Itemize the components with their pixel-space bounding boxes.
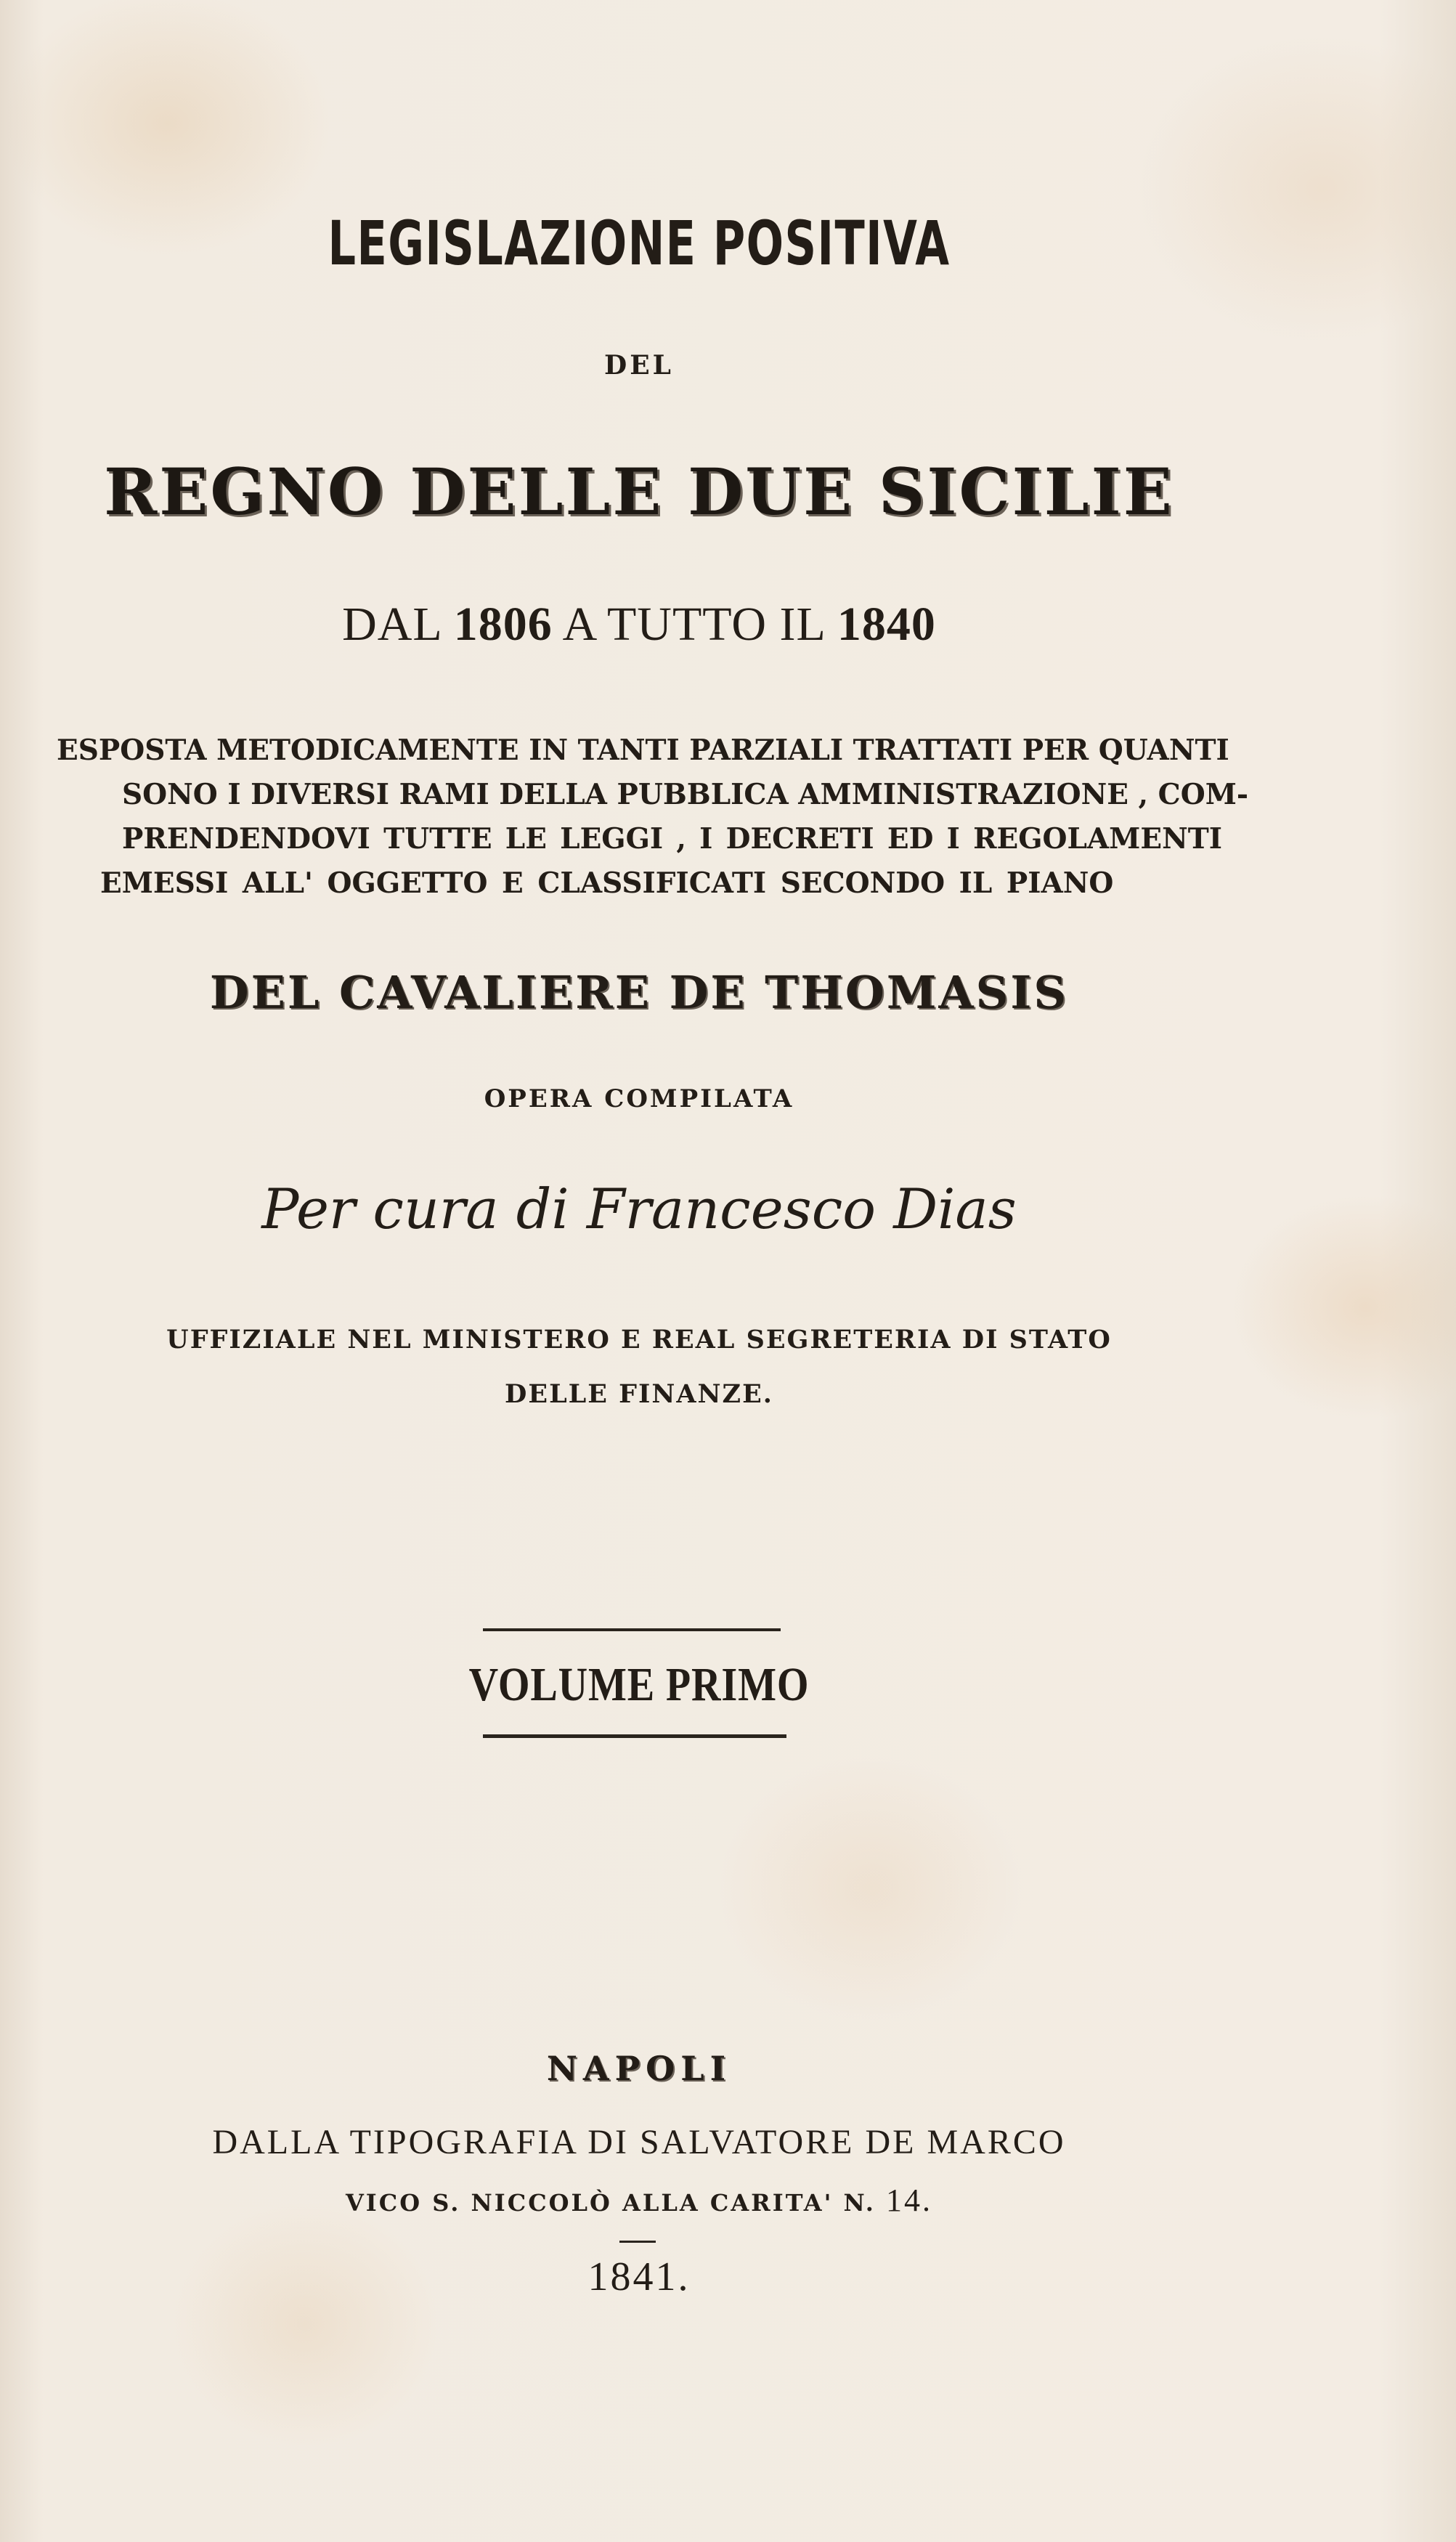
imprint-address — [44, 2179, 1235, 2225]
imprint-printer: DALLA TIPOGRAFIA DI SALVATORE DE MARCO — [212, 2123, 1066, 2161]
date-range-middle: A TUTTO IL — [562, 598, 825, 651]
imprint-year: 1841. — [587, 2254, 691, 2299]
imprint-address-street: VICO S. NICCOLÒ ALLA CARITA' N. — [345, 2189, 876, 2217]
curator-role-line-1: UFFIZIALE NEL MINISTERO E REAL SEGRETERIA DI STATO — [166, 1325, 1112, 1355]
date-range-prefix: DAL — [342, 598, 442, 651]
title-line-1: LEGISLAZIONE POSITIVA — [328, 208, 951, 279]
date-range — [44, 592, 1235, 657]
volume-rule-top — [483, 1628, 781, 1631]
description-line: EMESSI ALL' OGGETTO E CLASSIFICATI SECONDO IL PIANO — [100, 866, 1114, 900]
imprint-year-dash — [619, 2241, 656, 2243]
date-range-end-year: 1840 — [837, 598, 936, 651]
volume-rule-bottom — [483, 1734, 786, 1738]
curator-line: Per cura di Francesco Dias — [261, 1177, 1017, 1241]
imprint-city: NAPOLI — [546, 2049, 732, 2088]
title-line-2: REGNO DELLE DUE SICILIE — [104, 454, 1174, 529]
opera-compilata: OPERA COMPILATA — [484, 1084, 794, 1113]
volume-label: VOLUME PRIMO — [468, 1658, 810, 1711]
description-line: PRENDENDOVI TUTTE LE LEGGI , I DECRETI ED I REGOLAMENTI — [122, 822, 1222, 856]
date-range-start-year: 1806 — [453, 598, 553, 651]
description-line: ESPOSTA METODICAMENTE IN TANTI PARZIALI TRATTATI PER QUANTI — [57, 734, 1229, 767]
curator-role-line-2: DELLE FINANZE. — [505, 1379, 773, 1409]
description-paragraph — [57, 728, 1249, 906]
description-line: SONO I DIVERSI RAMI DELLA PUBBLICA AMMINISTRAZIONE , COM- — [122, 778, 1249, 811]
author-line: DEL CAVALIERE DE THOMASIS — [209, 966, 1069, 1019]
imprint-address-number: 14. — [886, 2182, 933, 2218]
title-connector-del: DEL — [604, 350, 674, 381]
